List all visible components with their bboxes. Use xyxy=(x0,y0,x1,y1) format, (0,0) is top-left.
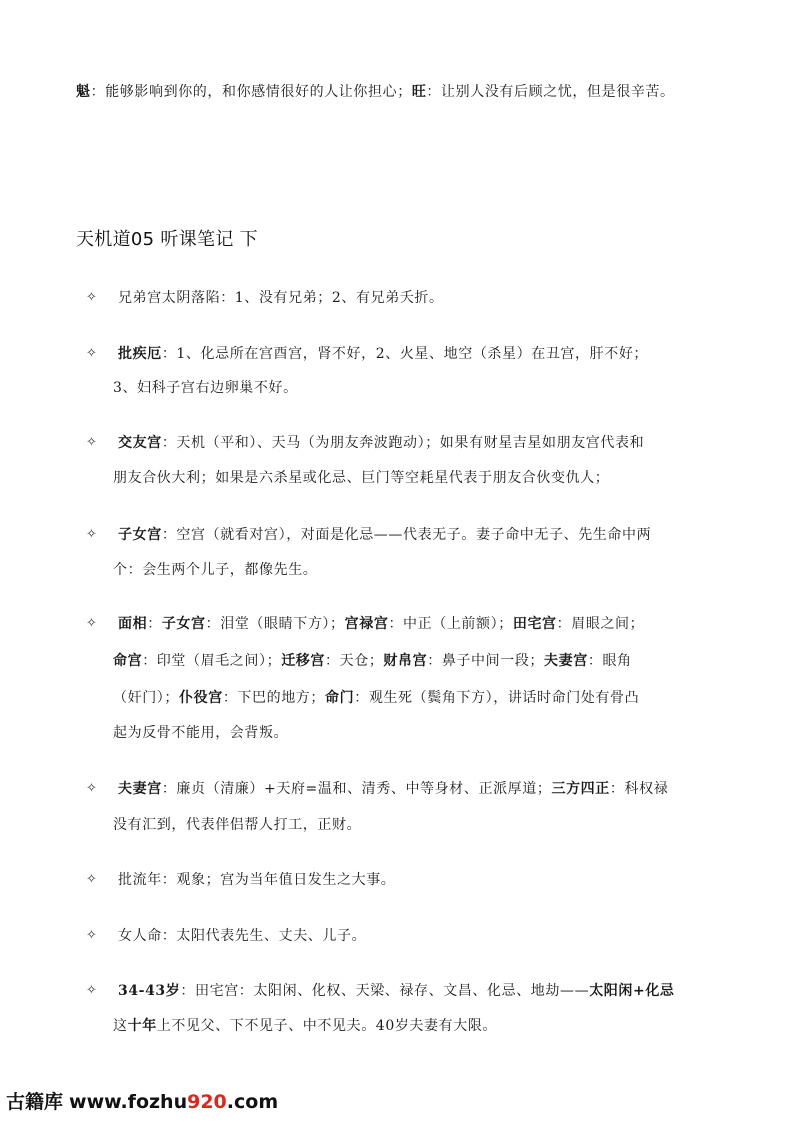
list-item-line xyxy=(118,779,668,799)
list-item-line xyxy=(113,560,317,580)
item-label: 夫妻宫 xyxy=(118,781,162,797)
list-item-line xyxy=(118,433,644,453)
item-label: 命宫 xyxy=(113,653,143,669)
list-item-line xyxy=(113,1016,497,1036)
list-item-line xyxy=(118,344,648,364)
item-label: 子女宫 xyxy=(118,527,162,543)
list-item-line xyxy=(113,815,361,835)
list-item-line xyxy=(113,688,639,708)
item-label: 迁移宫 xyxy=(281,653,326,669)
list-item-line xyxy=(113,651,632,671)
item-label: 面相 xyxy=(118,616,148,632)
item-text: ： xyxy=(147,616,162,632)
list-item-line xyxy=(118,926,366,946)
intro-text-wang: ：让别人没有后顾之忧，但是很辛苦。 xyxy=(426,84,675,100)
item-text: 这 xyxy=(113,1018,128,1034)
footer-site-name: 古籍库 xyxy=(6,1091,64,1113)
page-title: 天机道05 听课笔记 下 xyxy=(76,229,258,250)
footer-url-suffix: .com xyxy=(226,1091,279,1113)
list-item-line xyxy=(113,468,609,488)
list-item-line xyxy=(118,614,644,634)
item-label: 仆役宫 xyxy=(179,690,223,706)
item-text: 起为反骨不能用，会背叛。 xyxy=(113,725,289,741)
bullet-icon: ✧ xyxy=(86,616,97,631)
item-label: 命门 xyxy=(325,690,355,706)
item-text: ：观生死（鬓角下方），讲话时命门处有骨凸 xyxy=(354,690,640,706)
item-label: 34-43岁 xyxy=(118,983,181,999)
item-text: 3、妇科子宫右边卵巢不好。 xyxy=(113,380,298,396)
bullet-icon: ✧ xyxy=(86,527,97,542)
item-text: （奸门）； xyxy=(113,690,179,706)
bullet-icon: ✧ xyxy=(86,781,97,796)
item-text: ：眉眼之间； xyxy=(556,616,645,632)
list-item-line xyxy=(118,981,675,1001)
bullet-icon: ✧ xyxy=(86,983,97,998)
item-label: 十年 xyxy=(127,1018,157,1034)
intro-label-kui: 魁 xyxy=(76,84,91,100)
item-label: 三方四正 xyxy=(551,781,610,797)
intro-label-wang: 旺 xyxy=(411,84,427,100)
list-item-line xyxy=(113,378,298,398)
item-label: 财帛宫 xyxy=(383,653,428,669)
bullet-icon: ✧ xyxy=(86,346,97,361)
item-text: ：下巴的地方； xyxy=(222,690,326,706)
item-label: 批疾厄 xyxy=(118,346,162,362)
item-text: 批流年：观象；宫为当年值日发生之大事。 xyxy=(118,872,396,888)
item-text: ：中正（上前额）； xyxy=(388,616,513,632)
list-item-line xyxy=(113,723,288,743)
footer-url-prefix: www.fozhu xyxy=(69,1091,188,1113)
item-text: ：空宫（就看对宫），对面是化忌——代表无子。妻子命中无子、先生命中两 xyxy=(161,527,652,543)
item-text: ：科权禄 xyxy=(609,781,669,797)
item-text: ：1、化忌所在宫酉宫，肾不好，2、火星、地空（杀星）在丑宫，肝不好； xyxy=(161,346,649,362)
list-item-line xyxy=(118,288,444,308)
intro-text-kui: ：能够影响到你的，和你感情很好的人让你担心； xyxy=(90,84,412,100)
item-text: ：印堂（眉毛之间）； xyxy=(142,653,282,669)
item-text: 兄弟宫太阴落陷：1、没有兄弟；2、有兄弟夭折。 xyxy=(118,290,444,306)
item-text: 个：会生两个儿子，都像先生。 xyxy=(113,562,318,578)
item-text: ：鼻子中间一段； xyxy=(427,653,545,669)
item-text: 女人命：太阳代表先生、丈夫、儿子。 xyxy=(118,928,367,944)
item-text: 朋友合伙大利；如果是六杀星或化忌、巨门等空耗星代表于朋友合伙变仇人； xyxy=(113,470,610,486)
item-text: ：天仓； xyxy=(325,653,384,669)
list-item-line xyxy=(118,870,395,890)
item-text: 上不见父、下不见子、中不见夫。40岁夫妻有大限。 xyxy=(156,1018,498,1034)
item-label: 子女宫 xyxy=(161,616,206,632)
item-text: 没有汇到，代表伴侣帮人打工，正财。 xyxy=(113,817,362,833)
footer-watermark xyxy=(6,1090,278,1114)
bullet-icon: ✧ xyxy=(86,928,97,943)
item-text: ：田宅宫：太阳闲、化权、天梁、禄存、文昌、化忌、地劫—— xyxy=(180,983,590,999)
bullet-icon: ✧ xyxy=(86,872,97,887)
bullet-icon: ✧ xyxy=(86,435,97,450)
intro-line xyxy=(76,82,675,102)
footer-url-number: 920 xyxy=(187,1091,227,1113)
item-text: ：廉贞（清廉）+天府=温和、清秀、中等身材、正派厚道； xyxy=(161,781,552,797)
item-text: ：眼角 xyxy=(587,653,632,669)
item-label: 交友宫 xyxy=(118,435,162,451)
item-label: 田宅宫 xyxy=(512,616,557,632)
item-label: 宫禄宫 xyxy=(344,616,389,632)
item-text: ：天机（平和）、天马（为朋友奔波跑动）；如果有财星吉星如朋友宫代表和 xyxy=(161,435,645,451)
bullet-icon: ✧ xyxy=(86,290,97,305)
item-label: 太阳闲+化忌 xyxy=(589,983,675,999)
list-item-line xyxy=(118,525,651,545)
item-text: ：泪堂（眼睛下方）； xyxy=(205,616,345,632)
item-label: 夫妻宫 xyxy=(544,653,588,669)
